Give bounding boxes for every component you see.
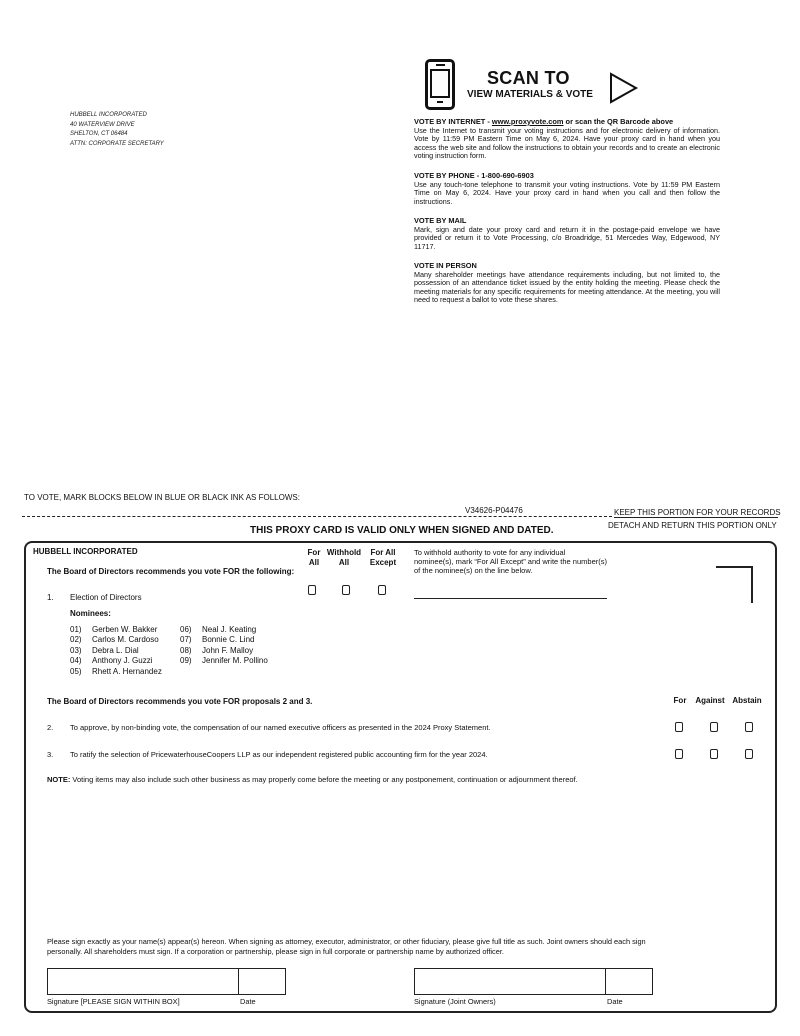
detach-dashed-line bbox=[22, 516, 612, 517]
col-withhold-all: Withhold All bbox=[326, 548, 362, 567]
smartphone-icon bbox=[425, 59, 455, 110]
vote-mail-title: VOTE BY MAIL bbox=[414, 216, 467, 225]
vote-by-phone bbox=[414, 172, 720, 206]
list-item: 02) Carlos M. Cardoso bbox=[70, 635, 159, 645]
list-item: 09) Jennifer M. Pollino bbox=[180, 656, 268, 666]
scan-title: SCAN TO bbox=[487, 68, 570, 88]
nominee-number-field[interactable] bbox=[414, 598, 607, 599]
proposal-3-against-checkbox[interactable] bbox=[710, 749, 718, 759]
proposal-2-against-checkbox[interactable] bbox=[710, 722, 718, 732]
nominees-label: Nominees: bbox=[70, 609, 111, 618]
board-recommendation-1: The Board of Directors recommends you vote FOR the following: bbox=[47, 567, 295, 576]
signature-date-box[interactable] bbox=[238, 968, 286, 995]
withhold-all-checkbox[interactable] bbox=[342, 585, 350, 595]
address-line: HUBBELL INCORPORATED bbox=[70, 112, 147, 118]
corner-mark bbox=[716, 566, 753, 603]
signature-box[interactable] bbox=[47, 968, 239, 995]
joint-date-label: Date bbox=[607, 997, 623, 1006]
vote-phone-body: Use any touch-tone telephone to transmit your voting instructions. Vote by 11:59 PM Eastern Time on May 6, 2024. Have your proxy card in hand when you call and then follow the instructions. bbox=[414, 179, 720, 206]
joint-signature-box[interactable] bbox=[414, 968, 606, 995]
withhold-instructions: To withhold authority to vote for any individual nominee(s), mark “For All Except” and write the number(s) of the nominee(s) on the line below. bbox=[414, 548, 607, 575]
signing-instructions: Please sign exactly as your name(s) appear(s) hereon. When signing as attorney, executor, administrator, or other fiduciary, please give full title as such. Joint owners should each sign personally. All shareholders must sign. If a corporation or partnership, please sign in full corporate or partnership name by authorized officer. bbox=[47, 937, 646, 956]
list-item: 01) Gerben W. Bakker bbox=[70, 625, 158, 634]
vote-mail-body: Mark, sign and date your proxy card and return it in the postage-paid envelope we have provided or return it to Vote Processing, c/o Broadridge, 51 Mercedes Way, Edgewood, NY 11717. bbox=[414, 224, 720, 251]
proposal-3-number: 3. bbox=[47, 750, 54, 759]
list-item: 07) Bonnie C. Lind bbox=[180, 635, 255, 645]
vote-phone-title: VOTE BY PHONE - 1-800-690-6903 bbox=[414, 171, 534, 180]
board-recommendation-2: The Board of Directors recommends you vote FOR proposals 2 and 3. bbox=[47, 697, 313, 706]
list-item: 04) Anthony J. Guzzi bbox=[70, 656, 153, 666]
address-line: ATTN: CORPORATE SECRETARY bbox=[70, 140, 164, 147]
col-against: Against bbox=[695, 696, 725, 705]
col-abstain: Abstain bbox=[732, 696, 762, 705]
valid-notice: THIS PROXY CARD IS VALID ONLY WHEN SIGNED AND DATED. bbox=[250, 525, 554, 536]
col-for: For bbox=[673, 696, 687, 705]
for-all-except-checkbox[interactable] bbox=[378, 585, 386, 595]
proxyvote-link[interactable]: www.proxyvote.com bbox=[491, 117, 564, 126]
joint-date-box[interactable] bbox=[605, 968, 653, 995]
vote-by-internet bbox=[414, 118, 720, 161]
nominee-list-right bbox=[180, 625, 268, 667]
joint-signature-label: Signature (Joint Owners) bbox=[414, 997, 496, 1006]
control-code: V34626-P04476 bbox=[465, 506, 523, 515]
vote-person-body: Many shareholder meetings have attendance requirements including, but not limited to, the possession of an attendance ticket issued by the entity holding the meeting. Please check the meeting materials for any specific requirements for meeting attendance. At the meeting, you will need to request a ballot to vote these shares. bbox=[414, 269, 720, 304]
nominee-list-left bbox=[70, 625, 162, 677]
for-all-checkbox[interactable] bbox=[308, 585, 316, 595]
list-item: 05) Rhett A. Hernandez bbox=[70, 666, 162, 676]
list-item: 08) John F. Malloy bbox=[180, 645, 254, 655]
company-name: HUBBELL INCORPORATED bbox=[33, 547, 138, 556]
proposal-2-text: To approve, by non-binding vote, the compensation of our named executive officers as presented in the 2024 Proxy Statement. bbox=[70, 723, 491, 732]
play-triangle-icon bbox=[609, 72, 639, 104]
item-1-label: Election of Directors bbox=[70, 593, 142, 602]
sender-address bbox=[70, 111, 164, 149]
mark-instructions: TO VOTE, MARK BLOCKS BELOW IN BLUE OR BLACK INK AS FOLLOWS: bbox=[24, 493, 300, 502]
vote-by-mail bbox=[414, 217, 720, 251]
proposal-3-for-checkbox[interactable] bbox=[675, 749, 683, 759]
keep-portion-label: KEEP THIS PORTION FOR YOUR RECORDS bbox=[614, 508, 781, 517]
proposal-3-text: To ratify the selection of PricewaterhouseCoopers LLP as our independent registered public accounting firm for the year 2024. bbox=[70, 750, 488, 759]
proposal-2-abstain-checkbox[interactable] bbox=[745, 722, 753, 732]
item-1-number: 1. bbox=[47, 593, 54, 602]
divider bbox=[614, 517, 778, 518]
signature-label: Signature [PLEASE SIGN WITHIN BOX] bbox=[47, 997, 180, 1006]
address-line: 40 WATERVIEW DRIVE bbox=[70, 121, 135, 128]
list-item: 03) Debra L. Dial bbox=[70, 645, 139, 655]
proposal-3-abstain-checkbox[interactable] bbox=[745, 749, 753, 759]
vote-in-person bbox=[414, 262, 720, 305]
col-for-all-except: For All Except bbox=[369, 548, 397, 567]
proposal-2-for-checkbox[interactable] bbox=[675, 722, 683, 732]
vote-person-title: VOTE IN PERSON bbox=[414, 261, 477, 270]
vote-internet-title: VOTE BY INTERNET - www.proxyvote.com or scan the QR Barcode above bbox=[414, 117, 674, 126]
note: NOTE: Voting items may also include such other business as may properly come before the meeting or any postponement, continuation or adjournment thereof. bbox=[47, 775, 578, 784]
scan-subtitle: VIEW MATERIALS & VOTE bbox=[467, 89, 593, 100]
list-item: 06) Neal J. Keating bbox=[180, 625, 257, 634]
date-label: Date bbox=[240, 997, 256, 1006]
col-for-all: For All bbox=[307, 548, 321, 567]
proposal-2-number: 2. bbox=[47, 723, 54, 732]
detach-portion-label: DETACH AND RETURN THIS PORTION ONLY bbox=[608, 521, 777, 530]
address-line: SHELTON, CT 06484 bbox=[70, 131, 128, 138]
vote-internet-body: Use the Internet to transmit your voting instructions and for electronic delivery of information. Vote by 11:59 PM Eastern Time on May 6, 2024. Have your proxy card in hand when you access the web site and follow the instructions to obtain your records and to create an electronic voting instruction form. bbox=[414, 125, 720, 160]
